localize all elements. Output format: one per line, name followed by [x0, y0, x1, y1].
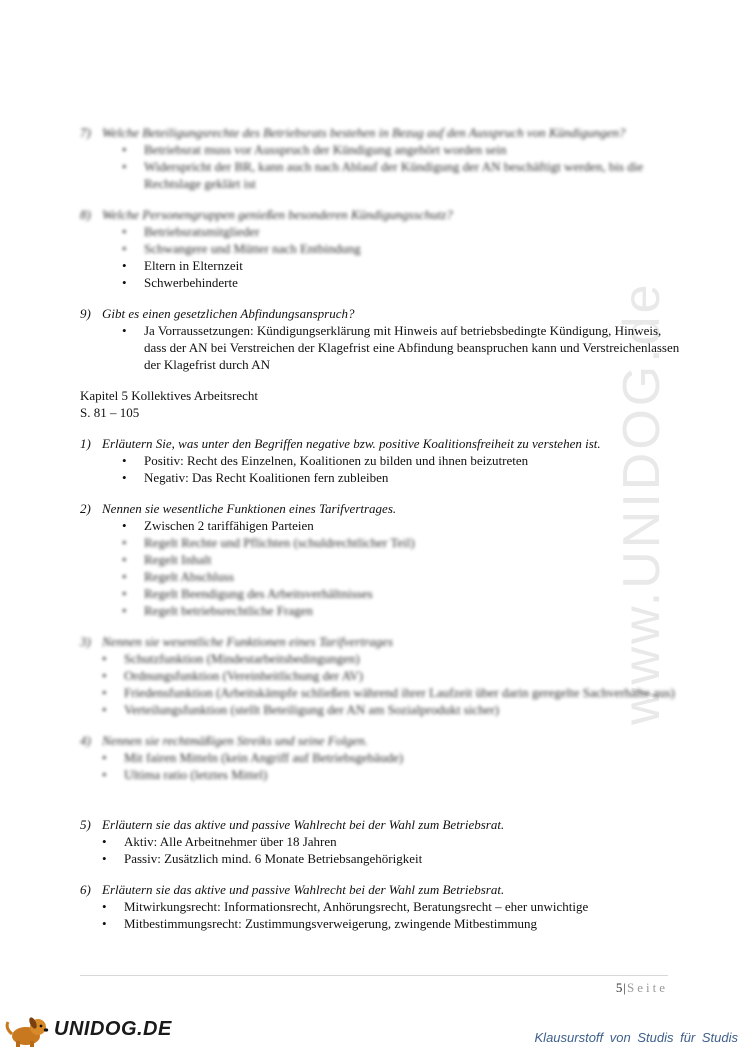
chapter-pages: S. 81 – 105 — [80, 405, 140, 420]
list-item: • Regelt Rechte und Pflichten (schuldrechtlicher Teil) — [122, 534, 680, 551]
spacer — [80, 783, 680, 816]
list-item: • Schutzfunktion (Mindestarbeitsbedingungen) — [102, 650, 680, 667]
list-item: • Regelt Beendigung des Arbeitsverhältnisses — [122, 585, 680, 602]
list-item: • Widerspricht der BR, kann auch nach Ablauf der Kündigung der AN beschäftigt werden, bis die Rechtslage geklärt ist — [122, 158, 680, 192]
list-item: • Verteilungsfunktion (stellt Beteiligung der AN am Sozialprodukt sicher) — [102, 701, 680, 718]
kapitel-question-2-answers — [122, 517, 680, 619]
kapitel-question-4-block — [80, 732, 680, 783]
list-item: • Negativ: Das Recht Koalitionen fern zubleiben — [122, 469, 680, 486]
list-item: • Regelt Abschluss — [122, 568, 680, 585]
watermark: www.UNIDOG.de — [613, 281, 671, 725]
dog-icon — [2, 1014, 54, 1048]
list-item: • Zwischen 2 tariffähigen Parteien — [122, 517, 680, 534]
spacer — [80, 486, 680, 500]
list-item: • Mitwirkungsrecht: Informationsrecht, Anhörungsrecht, Beratungsrecht – eher unwichtige — [102, 898, 680, 915]
kapitel-question-3: 3) Nennen sie wesentliche Funktionen eines Tarifvertrages — [80, 634, 393, 649]
kapitel-question-1-answers — [122, 452, 680, 486]
spacer — [80, 421, 680, 435]
question-9: 9) Gibt es einen gesetzlichen Abfindungsanspruch? — [80, 306, 355, 321]
question-9-answers — [122, 322, 680, 373]
list-item: • Positiv: Recht des Einzelnen, Koalitionen zu bilden und ihnen beizutreten — [122, 452, 680, 469]
spacer — [80, 619, 680, 633]
spacer — [80, 291, 680, 305]
kapitel-question-6-block — [80, 881, 680, 932]
kapitel-question-1: 1) Erläutern Sie, was unter den Begriffen negative bzw. positive Koalitionsfreiheit zu verstehen ist. — [80, 436, 601, 451]
question-8-answers — [122, 223, 680, 291]
kapitel-question-5-block — [80, 816, 680, 867]
list-item: • Schwerbehinderte — [122, 274, 680, 291]
logo-text: UNIDOG.DE — [54, 1018, 172, 1040]
kapitel-question-2-block — [80, 500, 680, 619]
page-content — [80, 124, 680, 932]
kapitel-question-5: 5) Erläutern sie das aktive und passive Wahlrecht bei der Wahl zum Betriebsrat. — [80, 817, 505, 832]
kapitel-question-2: 2) Nennen sie wesentliche Funktionen eines Tarifvertrages. — [80, 501, 397, 516]
list-item: • Mit fairen Mitteln (kein Angriff auf Betriebsgebäude) — [102, 749, 680, 766]
unidog-logo — [2, 1014, 172, 1048]
question-7-block — [80, 124, 680, 192]
list-item: • Passiv: Zusätzlich mind. 6 Monate Betriebsangehörigkeit — [102, 850, 680, 867]
kapitel-question-4: 4) Nennen sie rechtmäßigen Streiks und seine Folgen. — [80, 733, 368, 748]
kapitel-question-3-answers — [102, 650, 680, 718]
spacer — [80, 192, 680, 206]
spacer — [80, 867, 680, 881]
list-item: • Schwangere und Mütter nach Entbindung — [122, 240, 680, 257]
list-item: • Betriebsrat muss vor Ausspruch der Kündigung angehört worden sein — [122, 141, 680, 158]
kapitel-question-6-answers — [102, 898, 680, 932]
kapitel-question-1-block — [80, 435, 680, 486]
kapitel-question-4-answers — [102, 749, 680, 783]
list-item: • Friedensfunktion (Arbeitskämpfe schließen während ihrer Laufzeit über darin geregelte Sachverhalte aus) — [102, 684, 680, 701]
kapitel-question-6: 6) Erläutern sie das aktive und passive Wahlrecht bei der Wahl zum Betriebsrat. — [80, 882, 505, 897]
list-item: • Aktiv: Alle Arbeitnehmer über 18 Jahren — [102, 833, 680, 850]
spacer — [80, 718, 680, 732]
list-item: • Betriebsratsmitglieder — [122, 223, 680, 240]
page-number: 5|Seite — [615, 980, 668, 995]
list-item: • Ja Vorraussetzungen: Kündigungserklärung mit Hinweis auf betriebsbedingte Kündigung, Hinweis, dass der AN bei Verstreichen der Klagefrist eine Abfindung beanspruchen kann und Verstreichenlassen der Klagefrist durch AN — [122, 322, 680, 373]
list-item: • Regelt betriebsrechtliche Fragen — [122, 602, 680, 619]
list-item: • Ordnungsfunktion (Vereinheitlichung der AV) — [102, 667, 680, 684]
list-item: • Regelt Inhalt — [122, 551, 680, 568]
list-item: • Eltern in Elternzeit — [122, 257, 680, 274]
list-item: • Ultima ratio (letztes Mittel) — [102, 766, 680, 783]
kapitel-question-5-answers — [102, 833, 680, 867]
kapitel-question-3-block — [80, 633, 680, 718]
question-8-block — [80, 206, 680, 291]
question-7-answers — [122, 141, 680, 192]
question-8: 8) Welche Personengruppen genießen besonderen Kündigungsschutz? — [80, 207, 453, 222]
list-item: • Mitbestimmungsrecht: Zustimmungsverweigerung, zwingende Mitbestimmung — [102, 915, 680, 932]
question-7: 7) Welche Beteiligungsrechte des Betriebsrats bestehen in Bezug auf den Ausspruch von Kündigungen? — [80, 125, 626, 140]
question-9-block — [80, 305, 680, 373]
spacer — [80, 373, 680, 387]
footer-tagline: Klausurstoff von Studis für Studis — [534, 1030, 738, 1045]
footer-divider — [80, 975, 668, 976]
chapter-title: Kapitel 5 Kollektives Arbeitsrecht — [80, 388, 258, 403]
